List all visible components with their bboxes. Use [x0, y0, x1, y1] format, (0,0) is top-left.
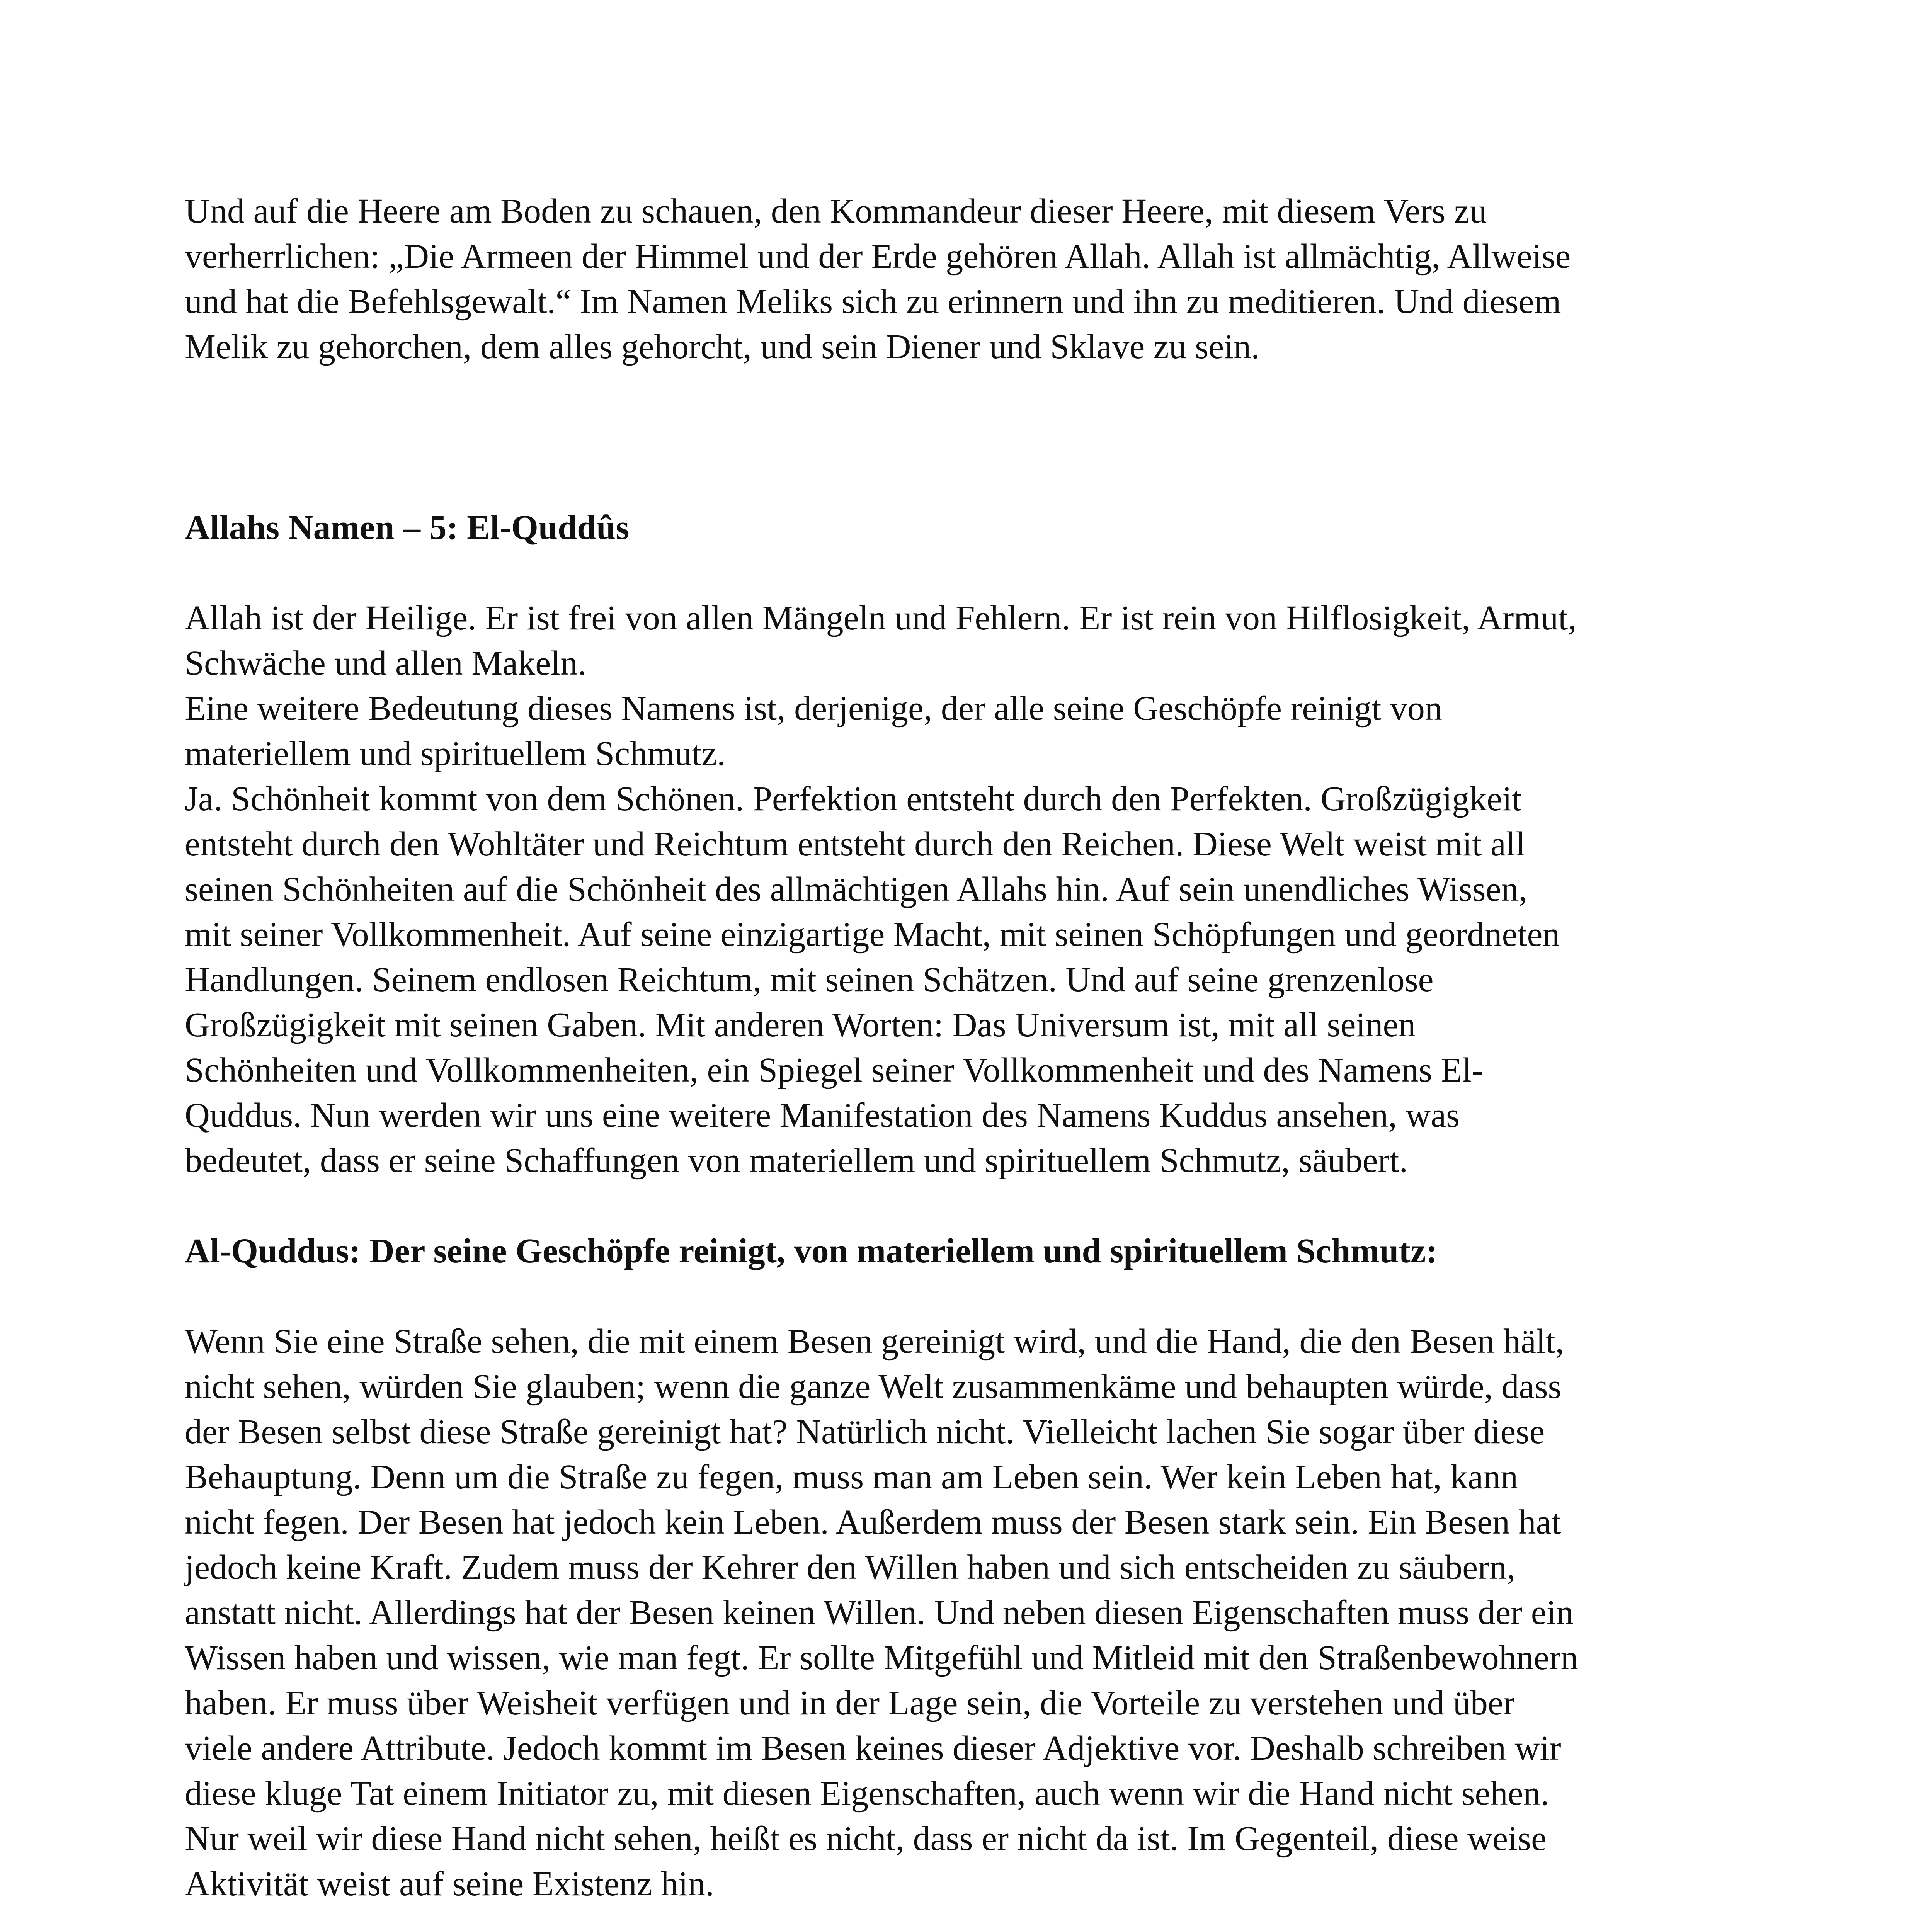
spacer [185, 1183, 1742, 1228]
spacer [185, 1906, 1742, 1932]
spacer [185, 550, 1742, 595]
section-heading-al-quddus-cleansing: Al-Quddus: Der seine Geschöpfe reinigt, von materiellem und spirituellem Schmutz: [185, 1232, 1438, 1270]
spacer [185, 369, 1742, 505]
spacer [185, 1274, 1742, 1319]
section-paragraph-broom: Wenn Sie eine Straße sehen, die mit einem Besen gereinigt wird, und die Hand, die den Besen hält, nicht sehen, würden Sie glauben; wenn die ganze Welt zusammenkäme und behaupten würde, dass der Besen selbst diese Straße gereinigt hat? Natürlich nicht. Vielleicht lachen Sie sogar über diese Behauptung. Denn um die Straße zu fegen, muss man am Leben sein. Wer kein Leben hat, kann nicht fegen. Der Besen hat jedoch kein Leben. Außerdem muss der Besen stark sein. Ein Besen hat jedoch keine Kraft. Zudem muss der Kehrer den Willen haben und sich entscheiden zu säubern, anstatt nicht. Allerdings hat der Besen keinen Willen. Und neben diesen Eigenschaften muss der ein Wissen haben und wissen, wie man fegt. Er sollte Mitgefühl und Mitleid mit den Straßenbewohnern haben. Er muss über Weisheit verfügen und in der Lage sein, die Vorteile zu verstehen und über viele andere Attribute. Jedoch kommt im Besen keines dieser Adjektive vor. Deshalb schreiben wir diese kluge Tat einem Initiator zu, mit diesen Eigenschaften, auch wenn wir die Hand nicht sehen. Nur weil wir diese Hand nicht sehen, heißt es nicht, dass er nicht da ist. Im Gegenteil, diese weise Aktivität weist auf seine Existenz hin. [185, 1322, 1578, 1903]
section-heading-el-quddus: Allahs Namen – 5: El-Quddûs [185, 509, 630, 547]
section-paragraph-meaning: Allah ist der Heilige. Er ist frei von allen Mängeln und Fehlern. Er ist rein von Hilflosigkeit, Armut, Schwäche und allen Makeln. Eine weitere Bedeutung dieses Namens ist, derjenige, der alle seine Geschöpfe reinigt von materiellem und spirituellem Schmutz. Ja. Schönheit kommt von dem Schönen. Perfektion entsteht durch den Perfekten. Großzügigkeit entsteht durch den Wohltäter und Reichtum entsteht durch den Reichen. Diese Welt weist mit all seinen Schönheiten auf die Schönheit des allmächtigen Allahs hin. Auf sein unendliches Wissen, mit seiner Vollkommenheit. Auf seine einzigartige Macht, mit seinen Schöpfungen und geordneten Handlungen. Seinem endlosen Reichtum, mit seinen Schätzen. Und auf seine grenzenlose Großzügigkeit mit seinen Gaben. Mit anderen Worten: Das Universum ist, mit all seinen Schönheiten und Vollkommenheiten, ein Spiegel seiner Vollkommenheit und des Namens El- Quddus. Nun werden wir uns eine weitere Manifestation des Namens Kuddus ansehen, was bedeutet, dass er seine Schaffungen von materiellem und spirituellem Schmutz, säubert. [185, 599, 1577, 1180]
intro-paragraph: Und auf die Heere am Boden zu schauen, den Kommandeur dieser Heere, mit diesem Vers zu verherrlichen: „Die Armeen der Himmel und der Erde gehören Allah. Allah ist allmächtig, Allweise und hat die Befehlsgewalt.“ Im Namen Meliks sich zu erinnern und ihn zu meditieren. Und diesem Melik zu gehorchen, dem alles gehorcht, und sein Diener und Sklave zu sein. [185, 192, 1571, 366]
